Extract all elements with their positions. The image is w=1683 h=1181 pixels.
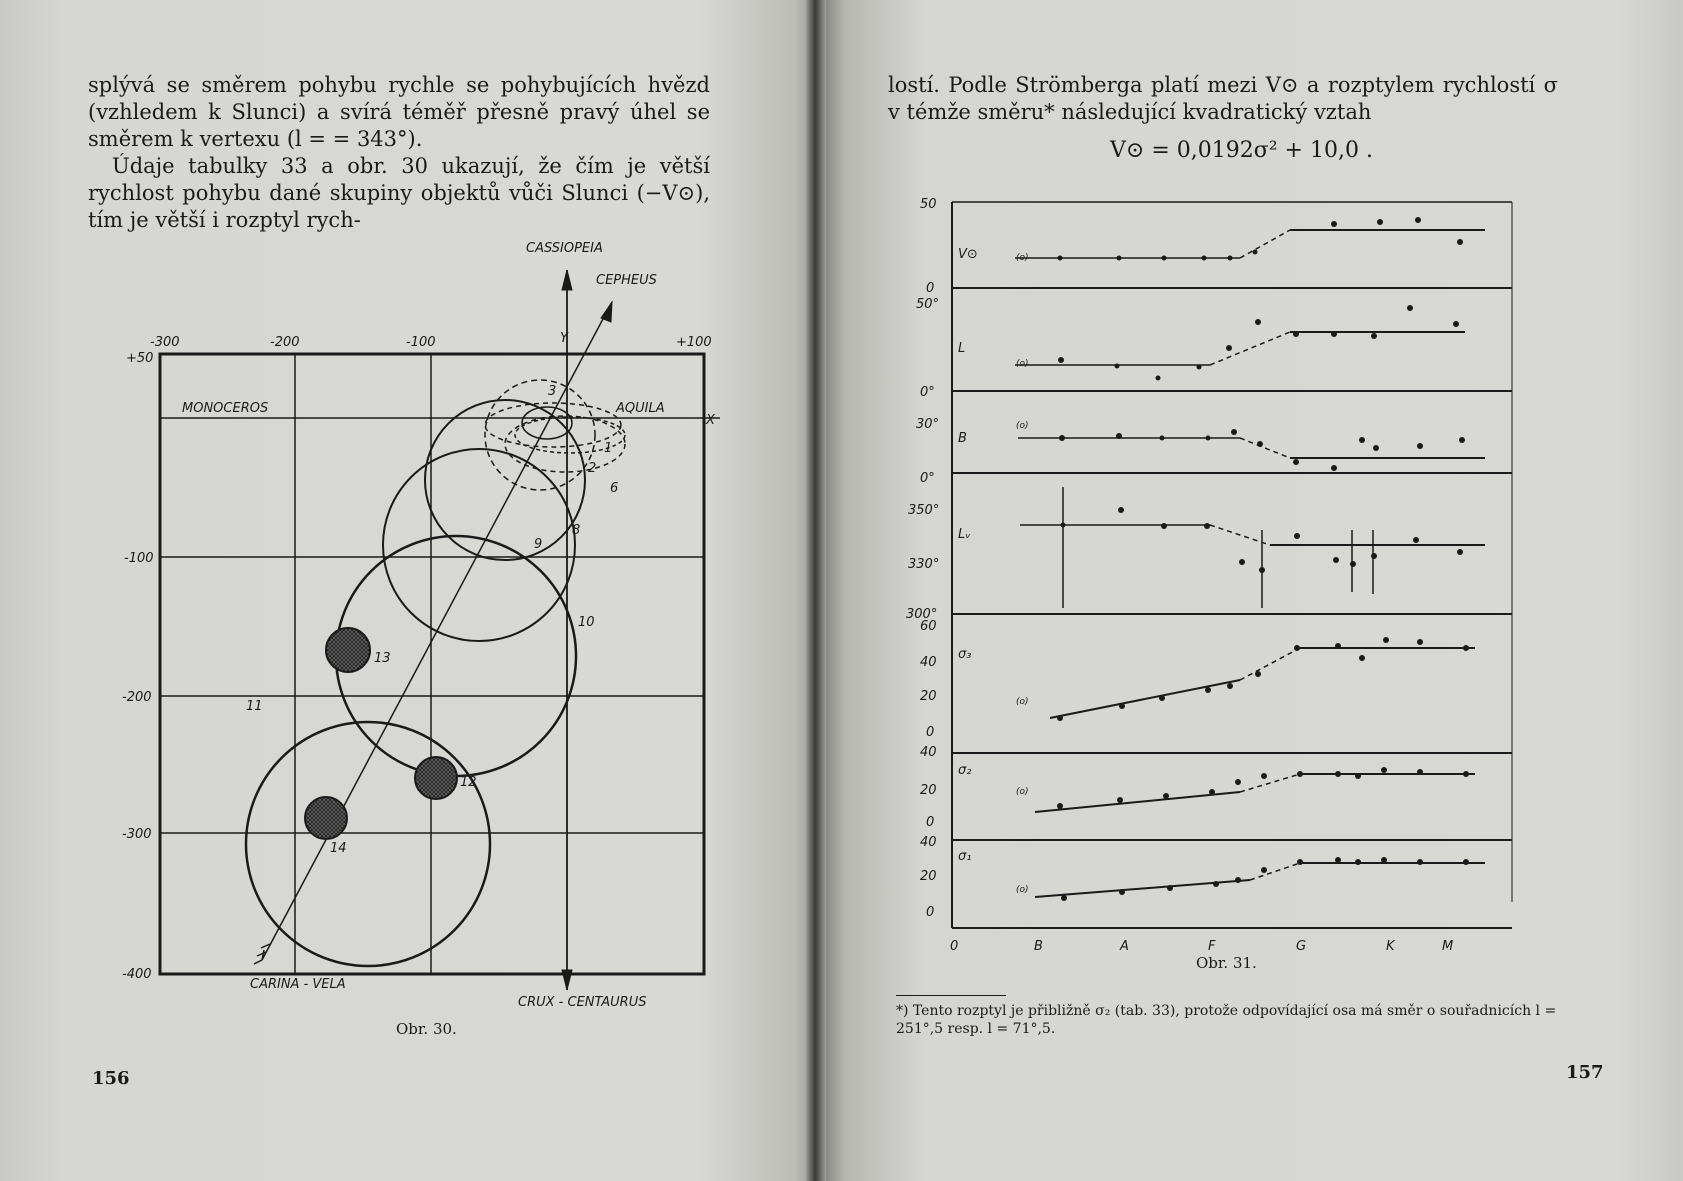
curve-label: 8	[572, 523, 581, 538]
y-tick: -100	[124, 551, 154, 566]
y-tick: -400	[122, 967, 152, 982]
panel-label-l: L	[958, 341, 966, 356]
marker-o: (o)	[1016, 421, 1029, 431]
label-crux-centaurus: CRUX - CENTAURUS	[518, 995, 647, 1010]
blob-14	[305, 797, 347, 839]
x-tick-k: K	[1386, 939, 1395, 954]
curve-label: 6	[610, 481, 619, 496]
footnote: *) Tento rozptyl je přibližně σ₂ (tab. 33), protože odpovídající osa má směr o souřadnicích l = 251°,5 resp. l = 71°,5.	[896, 1003, 1557, 1037]
axis-x-label: X	[706, 413, 715, 428]
x-tick-f: F	[1208, 939, 1216, 954]
marker-o: (o)	[1016, 359, 1029, 369]
curve-label: 11	[246, 699, 263, 714]
marker-o: (o)	[1016, 885, 1029, 895]
left-paragraph-1: splývá se směrem pohybu rychle se pohybujících hvězd (vzhledem k Slunci) a svírá téměř přesně pravý úhel se směrem k vertexu (l = = 343°).	[88, 73, 710, 151]
panel-label-s1: σ₁	[958, 849, 972, 864]
fig31-caption: Obr. 31.	[1196, 954, 1257, 972]
y-tick: +50	[126, 351, 154, 366]
page-number-right: 157	[1566, 1062, 1604, 1083]
right-paragraph-1: lostí. Podle Strömberga platí mezi V⊙ a rozptylem rychlostí σ v témže směru* následující kvadratický vztah	[888, 73, 1558, 124]
curve-label: 13	[374, 651, 391, 666]
tick-s3-60: 60	[920, 619, 937, 634]
footnote-rule	[896, 995, 1006, 996]
tick-s2-20: 20	[920, 783, 937, 798]
right-page	[820, 0, 1683, 1181]
tick-s3-0: 0	[926, 725, 935, 740]
tick-lv-300: 300°	[906, 607, 938, 622]
tick-v-50: 50	[920, 197, 937, 212]
x-tick: -100	[406, 335, 436, 350]
y-tick: -300	[122, 827, 152, 842]
tick-l-50: 50°	[916, 297, 940, 312]
tick-l-0: 0°	[920, 385, 935, 400]
marker-o: (o)	[1016, 787, 1029, 797]
curve-label: 12	[460, 775, 477, 790]
x-tick-b: B	[1034, 939, 1043, 954]
tick-s2-0: 0	[926, 815, 935, 830]
panel-label-lv: Lᵥ	[958, 527, 971, 542]
marker-o: (o)	[1016, 253, 1029, 263]
curve-label: 14	[330, 841, 347, 856]
x-tick: -200	[270, 335, 300, 350]
panel-label-s3: σ₃	[958, 647, 972, 662]
blob-12	[415, 757, 457, 799]
curve-label: 1	[604, 441, 613, 456]
tick-s1-40: 40	[920, 835, 937, 850]
left-paragraph-2: Údaje tabulky 33 a obr. 30 ukazují, že čím je větší rychlost pohybu dané skupiny objektů vůči Slunci (−V⊙), tím je větší i rozptyl rych-	[88, 154, 710, 232]
curve-label: 2	[588, 461, 597, 476]
tick-s1-20: 20	[920, 869, 937, 884]
curve-label: 9	[534, 537, 543, 552]
tick-lv-330: 330°	[908, 557, 940, 572]
tick-b-30: 30°	[916, 417, 940, 432]
tick-s3-40: 40	[920, 655, 937, 670]
x-tick: -300	[150, 335, 180, 350]
x-tick-0: 0	[950, 939, 959, 954]
formula: V⊙ = 0,0192σ² + 10,0 .	[1110, 138, 1373, 163]
panel-label-b: B	[958, 431, 967, 446]
x-tick: +100	[676, 335, 712, 350]
label-carina-vela: CARINA - VELA	[250, 977, 346, 992]
x-tick-a: A	[1120, 939, 1129, 954]
book-gutter	[806, 0, 826, 1181]
curve-label: 3	[548, 384, 557, 399]
page-number-left: 156	[92, 1068, 130, 1089]
fig30-caption: Obr. 30.	[396, 1020, 457, 1038]
left-page	[0, 0, 820, 1181]
label-monoceros: MONOCEROS	[182, 401, 269, 416]
panel-label-v: V⊙	[958, 247, 978, 262]
panel-label-s2: σ₂	[958, 763, 972, 778]
x-tick-g: G	[1296, 939, 1307, 954]
tick-lv-350: 350°	[908, 503, 940, 518]
figure-31	[820, 190, 1683, 960]
figure-30	[0, 230, 820, 1010]
tick-s3-20: 20	[920, 689, 937, 704]
label-aquila: AQUILA	[616, 401, 665, 416]
x-tick-m: M	[1442, 939, 1454, 954]
marker-o: (o)	[1016, 697, 1029, 707]
y-tick: -200	[122, 690, 152, 705]
blob-13	[326, 628, 370, 672]
tick-v-0: 0	[926, 281, 935, 296]
tick-s1-0: 0	[926, 905, 935, 920]
tick-s2-40: 40	[920, 745, 937, 760]
label-cepheus: CEPHEUS	[596, 273, 657, 288]
label-cassiopeia: CASSIOPEIA	[526, 241, 603, 256]
curve-label: 10	[578, 615, 595, 630]
tick-b-0: 0°	[920, 471, 935, 486]
axis-y-label: Y	[560, 331, 568, 346]
